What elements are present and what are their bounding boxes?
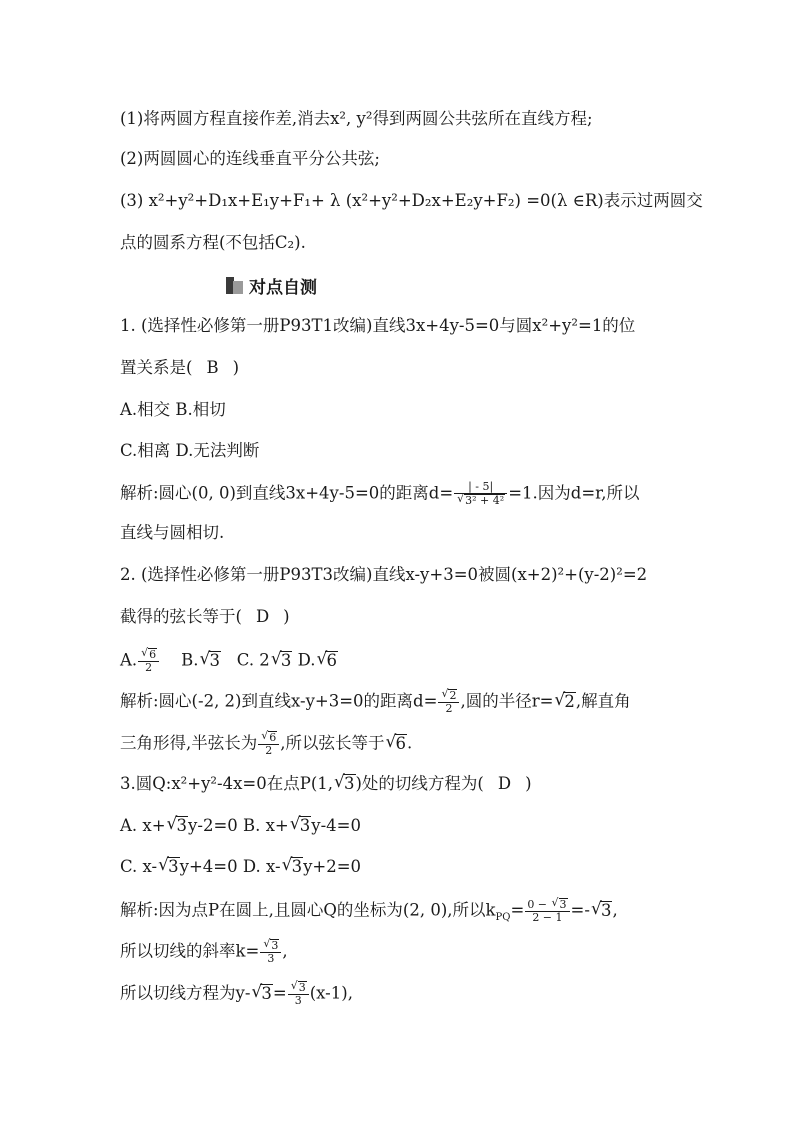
q2-stem-b-suffix: ) bbox=[283, 607, 290, 626]
q3-point-radicand: 3 bbox=[344, 774, 355, 793]
q1-solution-b: 直线与圆相切. bbox=[120, 523, 225, 542]
q2-solution-b-prefix: 三角形得,半弦长为 bbox=[120, 733, 258, 753]
q3-tangent-slope-radicand: 3 bbox=[271, 939, 279, 952]
q3-option-a-pre: A. x+ bbox=[120, 816, 166, 835]
intro-item-3b: 点的圆系方程(不包括C₂). bbox=[120, 233, 306, 252]
q3-option-a-radicand: 3 bbox=[176, 816, 188, 835]
q3-solution-c-eq: = bbox=[272, 983, 287, 1003]
q3-solution-a-suffix: , bbox=[612, 900, 618, 920]
q3-slope-subscript: PQ bbox=[495, 911, 511, 923]
q2-stem-b-prefix: 截得的弦长等于( bbox=[120, 607, 242, 626]
q2-answer: D bbox=[255, 607, 270, 626]
q3-option-a-post: y-2=0 B. x+ bbox=[188, 816, 289, 835]
q2-option-c-radicand: 3 bbox=[280, 650, 292, 670]
q3-tangent-slope-denominator: 3 bbox=[267, 952, 275, 965]
q3-tangent-line-fraction-denominator: 3 bbox=[294, 994, 302, 1007]
q2-options bbox=[120, 648, 338, 674]
q3-option-d-post: y+2=0 bbox=[303, 857, 362, 876]
intro-item-3a: (3) x²+y²+D₁x+E₁y+F₁+ λ (x²+y²+D₂x+E₂y+F₂) =0(λ ∈R)表示过两圆交 bbox=[120, 191, 703, 210]
q2-solution-a-mid: ,圆的半径r= bbox=[460, 691, 554, 711]
q3-solution-c bbox=[120, 981, 353, 1007]
q1-stem-a: 1. (选择性必修第一册P93T1改编)直线3x+4y-5=0与圆x²+y²=1的位 bbox=[120, 316, 636, 335]
q2-half-chord-fraction bbox=[258, 731, 279, 757]
q3-solution-b-prefix: 所以切线的斜率k= bbox=[120, 941, 260, 961]
q3-stem-suffix: ) bbox=[525, 774, 532, 793]
q3-option-c-radicand: 3 bbox=[168, 857, 179, 876]
q2-half-chord-radicand: 6 bbox=[269, 731, 277, 744]
q2-solution-a-suffix: ,解直角 bbox=[575, 691, 631, 711]
q3-solution-b-suffix: , bbox=[282, 941, 288, 961]
q3-tangent-line-radicand: 3 bbox=[261, 983, 272, 1003]
q2-option-b-radicand: 3 bbox=[209, 650, 221, 670]
q2-radius-radicand: 2 bbox=[564, 691, 575, 711]
q1-stem-b bbox=[120, 357, 239, 379]
q2-option-a-radicand: 6 bbox=[149, 648, 157, 661]
q3-solution-c-suffix: (x-1), bbox=[309, 983, 353, 1003]
q1-solution-prefix: 解析:圆心(0, 0)到直线3x+4y-5=0的距离d= bbox=[120, 483, 454, 503]
q3-tangent-line-fraction-radicand: 3 bbox=[298, 981, 306, 994]
q3-stem-prefix: 3.圆Q:x²+y²-4x=0在点P(1, bbox=[120, 774, 333, 793]
q3-solution-a-eq: = bbox=[510, 900, 525, 920]
q3-tangent-line-fraction bbox=[288, 981, 309, 1007]
q2-option-b-label: B. bbox=[181, 650, 199, 670]
q3-solution-a bbox=[120, 898, 618, 924]
q1-solution-suffix: =1.因为d=r,所以 bbox=[508, 483, 640, 503]
q1-fraction-numerator: | - 5| bbox=[454, 481, 507, 494]
q3-options-cd bbox=[120, 856, 361, 878]
section-marker-icon bbox=[226, 277, 243, 294]
q1-stem-b-suffix: ) bbox=[232, 358, 240, 377]
q3-option-b-post: y-4=0 bbox=[311, 816, 361, 835]
q3-slope-fraction bbox=[525, 898, 569, 924]
q3-slope-numerator-pre: 0 − bbox=[527, 898, 551, 911]
q3-slope-numerator-radicand: 3 bbox=[559, 898, 567, 911]
q2-option-d-radicand: 6 bbox=[326, 650, 337, 670]
q2-option-a-fraction bbox=[138, 648, 159, 674]
q3-solution-a-mid: =- bbox=[570, 900, 590, 920]
q2-solution-a bbox=[120, 689, 631, 715]
q3-option-b-radicand: 3 bbox=[299, 816, 311, 835]
q1-answer: B bbox=[206, 358, 219, 377]
q3-option-c-pre: C. x- bbox=[120, 857, 158, 876]
q3-tangent-slope-fraction bbox=[260, 939, 281, 965]
q2-option-a-label: A. bbox=[120, 650, 138, 670]
section-title: 对点自测 bbox=[249, 278, 317, 298]
q2-stem-b bbox=[120, 606, 290, 628]
q2-chord-radicand: 6 bbox=[395, 733, 406, 753]
q1-options-cd: C.相离 D.无法判断 bbox=[120, 441, 260, 460]
q2-option-c-label: C. 2 bbox=[236, 650, 270, 670]
q2-solution-b bbox=[120, 731, 413, 757]
q1-solution-a bbox=[120, 480, 640, 507]
q1-fraction-denominator: 3² + 4² bbox=[465, 494, 505, 507]
q3-solution-b bbox=[120, 939, 288, 965]
q3-slope-result-radicand: 3 bbox=[600, 900, 612, 920]
q1-distance-fraction bbox=[454, 481, 507, 507]
intro-item-2: (2)两圆圆心的连线垂直平分公共弦; bbox=[120, 149, 380, 168]
q3-stem bbox=[120, 773, 532, 795]
q2-option-d-label: D. bbox=[297, 650, 316, 670]
q3-answer: D bbox=[497, 774, 512, 793]
q2-stem-a: 2. (选择性必修第一册P93T3改编)直线x-y+3=0被圆(x+2)²+(y-2)²=2 bbox=[120, 565, 648, 584]
q2-solution-b-mid: ,所以弦长等于 bbox=[280, 733, 385, 753]
q2-solution-a-prefix: 解析:圆心(-2, 2)到直线x-y+3=0的距离d= bbox=[120, 691, 438, 711]
q2-distance-denominator: 2 bbox=[445, 702, 453, 715]
q3-option-c-post: y+4=0 D. x- bbox=[179, 857, 281, 876]
q3-solution-c-prefix: 所以切线方程为y- bbox=[120, 983, 251, 1003]
q3-options-ab bbox=[120, 815, 361, 837]
q2-distance-fraction bbox=[438, 689, 459, 715]
q3-stem-mid: )处的切线方程为( bbox=[355, 774, 484, 793]
q1-options-ab: A.相交 B.相切 bbox=[120, 400, 226, 419]
q3-solution-a-prefix: 解析:因为点P在圆上,且圆心Q的坐标为(2, 0),所以k bbox=[120, 900, 496, 920]
section-heading bbox=[226, 273, 317, 298]
q2-half-chord-denominator: 2 bbox=[265, 744, 273, 757]
q3-option-d-radicand: 3 bbox=[291, 857, 303, 876]
q1-stem-b-prefix: 置关系是( bbox=[120, 358, 193, 377]
q3-slope-denominator: 2 − 1 bbox=[532, 911, 563, 924]
q2-option-a-denominator: 2 bbox=[145, 661, 153, 674]
q2-solution-b-suffix: . bbox=[407, 733, 413, 753]
q2-distance-radicand: 2 bbox=[449, 689, 457, 702]
intro-item-1: (1)将两圆方程直接作差,消去x², y²得到两圆公共弦所在直线方程; bbox=[120, 109, 593, 128]
